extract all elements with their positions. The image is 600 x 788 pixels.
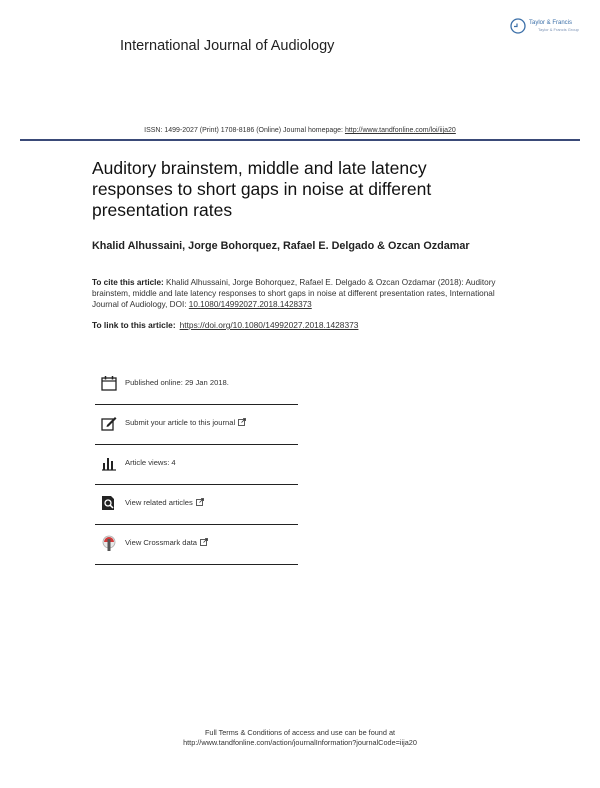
issn-line <box>0 127 600 134</box>
published-online-row <box>95 364 298 405</box>
link-label: To link to this article: <box>92 320 176 330</box>
footer <box>0 728 600 748</box>
journal-homepage-link[interactable]: http://www.tandfonline.com/loi/iija20 <box>344 127 456 134</box>
header-divider <box>20 139 580 141</box>
crossmark-icon <box>101 535 117 551</box>
citation-text: Khalid Alhussaini, Jorge Bohorquez, Rafael E. Delgado & Ozcan Ozdamar (2018): Auditory brainstem, middle and late latency responses to short gaps in noise at different presentation rates, International Journal of Audiology, DOI: <box>92 278 496 309</box>
citation-block <box>92 278 512 310</box>
external-link-icon <box>196 498 204 506</box>
related-articles-label: View related articles <box>125 498 193 507</box>
edit-icon <box>101 415 117 431</box>
article-doi-link[interactable]: https://doi.org/10.1080/14992027.2018.1428373 <box>179 320 359 330</box>
calendar-icon <box>101 375 117 391</box>
publisher-logo-subtext: Taylor & Francis Group <box>538 27 579 32</box>
footer-terms-text: Full Terms & Conditions of access and use can be found at <box>204 728 396 737</box>
footer-journal-info-link[interactable]: http://www.tandfonline.com/action/journalInformation?journalCode=iija20 <box>183 738 417 747</box>
bar-chart-icon <box>101 455 117 471</box>
citation-label: To cite this article: <box>92 278 164 287</box>
publisher-logo-text: Taylor & Francis <box>529 20 573 26</box>
article-views-label: Article views: 4 <box>125 458 176 467</box>
crossmark-row[interactable] <box>95 524 298 565</box>
link-line <box>92 320 358 330</box>
article-views-row <box>95 444 298 485</box>
related-articles-link[interactable] <box>125 498 204 507</box>
citation-doi-link[interactable]: 10.1080/14992027.2018.1428373 <box>188 299 312 309</box>
journal-title: International Journal of Audiology <box>120 38 335 54</box>
related-articles-row[interactable] <box>95 484 298 525</box>
submit-article-link[interactable] <box>125 418 246 427</box>
related-articles-icon <box>101 495 117 511</box>
article-authors: Khalid Alhussaini, Jorge Bohorquez, Rafael E. Delgado & Ozcan Ozdamar <box>92 240 470 252</box>
crossmark-link[interactable] <box>125 538 208 547</box>
external-link-icon <box>200 538 208 546</box>
publisher-logo[interactable] <box>510 18 582 36</box>
publisher-logo-icon <box>510 18 526 34</box>
external-link-icon <box>238 418 246 426</box>
crossmark-label: View Crossmark data <box>125 538 198 547</box>
published-online-label: Published online: 29 Jan 2018. <box>125 378 229 387</box>
submit-article-row[interactable] <box>95 404 298 445</box>
issn-text: ISSN: 1499-2027 (Print) 1708-8186 (Online) Journal homepage: <box>144 127 345 134</box>
submit-article-label: Submit your article to this journal <box>125 418 236 427</box>
article-title: Auditory brainstem, middle and late latency responses to short gaps in noise at different presentation rates <box>92 158 432 220</box>
